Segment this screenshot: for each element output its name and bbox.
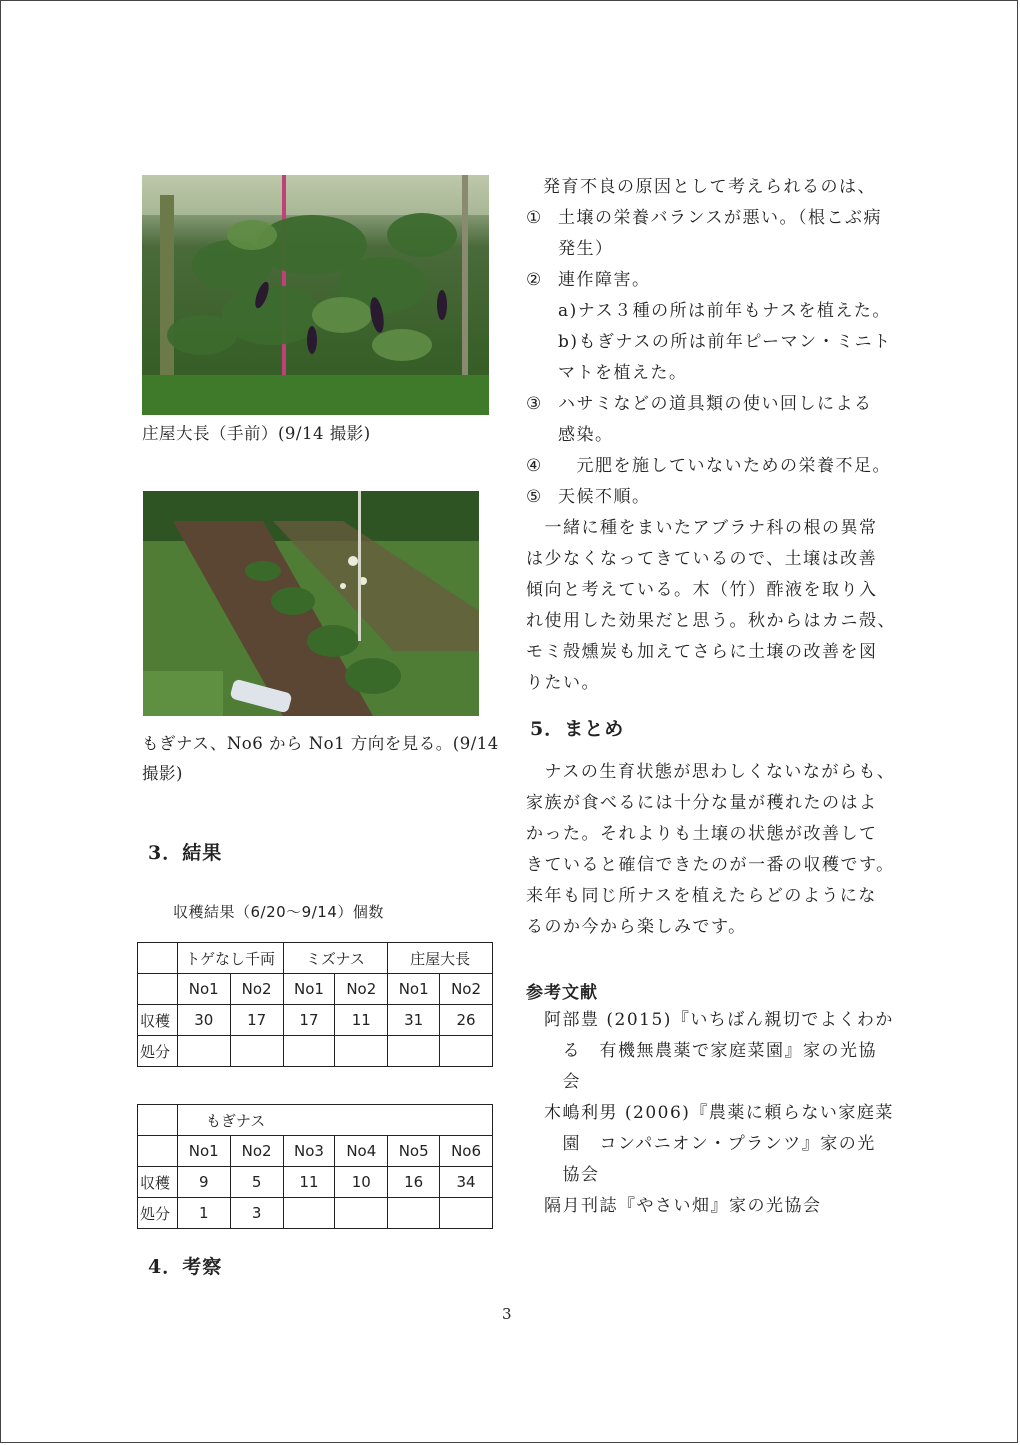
table-cell: 17 bbox=[283, 1005, 335, 1036]
table-cell: 10 bbox=[335, 1167, 388, 1198]
cause-item-2: ② 連作障害。 bbox=[526, 270, 651, 290]
table-subheader: No1 bbox=[177, 1136, 230, 1167]
table-cell bbox=[440, 1036, 493, 1067]
table-cell: 1 bbox=[177, 1198, 230, 1229]
photo1-caption: 庄屋大長（手前）(9/14 撮影) bbox=[142, 424, 371, 443]
table-group-header: ミズナス bbox=[283, 943, 388, 974]
table-subheader: No4 bbox=[335, 1136, 388, 1167]
table-subheader: No1 bbox=[177, 974, 230, 1005]
reference-line: 園 コンパニオン・プランツ』家の光 bbox=[544, 1134, 876, 1154]
cause-item-1-cont: 発生） bbox=[558, 239, 614, 259]
table-corner-cell bbox=[138, 943, 178, 974]
section3-heading: 3．結果 bbox=[148, 842, 223, 864]
table-subheader: No2 bbox=[440, 974, 493, 1005]
table-cell bbox=[283, 1198, 335, 1229]
table-row bbox=[138, 1167, 493, 1198]
harvest-table-2 bbox=[137, 1104, 493, 1229]
table-row bbox=[138, 1005, 493, 1036]
page-number: 3 bbox=[502, 1305, 512, 1323]
section4-heading: 4．考察 bbox=[148, 1256, 223, 1278]
row-label: 収穫 bbox=[138, 1005, 178, 1036]
cause-item-5: ⑤ 天候不順。 bbox=[526, 487, 651, 507]
garden-row-photo bbox=[143, 491, 479, 716]
table-subheader: No2 bbox=[230, 974, 283, 1005]
harvest-table-title: 収穫結果（6/20～9/14）個数 bbox=[173, 903, 384, 921]
reference-line: 会 bbox=[544, 1072, 581, 1092]
table-cell: 11 bbox=[335, 1005, 388, 1036]
table-subheader: No2 bbox=[335, 974, 388, 1005]
summary-line: るのか今から楽しみです。 bbox=[526, 917, 747, 937]
cause-item-4: ④ 元肥を施していないための栄養不足。 bbox=[526, 456, 891, 476]
references-list bbox=[544, 1005, 904, 1222]
reference-line: 木嶋利男 (2006)『農薬に頼らない家庭菜 bbox=[544, 1103, 894, 1123]
summary-line: きていると確信できたのが一番の収穫です。 bbox=[526, 855, 895, 875]
row-label: 処分 bbox=[138, 1198, 178, 1229]
table-cell bbox=[283, 1036, 335, 1067]
table-row bbox=[138, 1198, 493, 1229]
table-cell: 16 bbox=[388, 1167, 440, 1198]
photo2-caption-line1: もぎナス、No6 から No1 方向を見る。(9/14 bbox=[142, 734, 499, 753]
table-cell: 9 bbox=[177, 1167, 230, 1198]
summary-line: 家族が食べるには十分な量が穫れたのはよ bbox=[526, 793, 878, 813]
table-corner-cell bbox=[138, 1136, 178, 1167]
table-subheader: No2 bbox=[230, 1136, 283, 1167]
table-cell: 31 bbox=[388, 1005, 440, 1036]
section5-heading: 5．まとめ bbox=[530, 718, 625, 740]
table-subheader: No6 bbox=[440, 1136, 493, 1167]
table-cell bbox=[388, 1036, 440, 1067]
photo2-caption-line2: 撮影) bbox=[142, 764, 183, 783]
causes-list bbox=[526, 172, 896, 699]
table-cell: 17 bbox=[230, 1005, 283, 1036]
summary-text bbox=[526, 757, 896, 943]
cause-item-2b: b)もぎナスの所は前年ピーマン・ミニト bbox=[558, 332, 892, 352]
summary-line: ナスの生育状態が思わしくないながらも、 bbox=[526, 762, 896, 782]
cause-item-2b-cont: マトを植えた。 bbox=[558, 363, 688, 383]
row-label: 処分 bbox=[138, 1036, 178, 1067]
table-cell: 34 bbox=[440, 1167, 493, 1198]
paragraph-line: モミ殻燻炭も加えてさらに土壌の改善を図 bbox=[526, 642, 878, 662]
table-corner-cell bbox=[138, 1105, 178, 1136]
reference-line: 協会 bbox=[544, 1165, 600, 1185]
table-row bbox=[138, 1036, 493, 1067]
table-group-header: 庄屋大長 bbox=[388, 943, 493, 974]
table-cell: 26 bbox=[440, 1005, 493, 1036]
table-cell bbox=[440, 1198, 493, 1229]
paragraph-line: 傾向と考えている。木（竹）酢液を取り入 bbox=[526, 580, 878, 600]
table-cell bbox=[230, 1036, 283, 1067]
table-cell bbox=[335, 1198, 388, 1229]
table-cell bbox=[335, 1036, 388, 1067]
harvest-table-1 bbox=[137, 942, 493, 1067]
cause-item-2a: a)ナス３種の所は前年もナスを植えた。 bbox=[558, 301, 891, 321]
summary-line: 来年も同じ所ナスを植えたらどのようにな bbox=[526, 886, 877, 906]
summary-line: かった。それよりも土壌の状態が改善して bbox=[526, 824, 878, 844]
table-cell bbox=[177, 1036, 230, 1067]
paragraph-line: れ使用した効果だと思う。秋からはカニ殻、 bbox=[526, 611, 896, 631]
table-subheader: No1 bbox=[283, 974, 335, 1005]
table-cell: 30 bbox=[177, 1005, 230, 1036]
row-label: 収穫 bbox=[138, 1167, 178, 1198]
cause-item-3: ③ ハサミなどの道具類の使い回しによる bbox=[526, 394, 873, 414]
cause-item-1: ① 土壌の栄養バランスが悪い。（根こぶ病 bbox=[526, 208, 882, 228]
reference-line: 阿部豊 (2015)『いちばん親切でよくわか bbox=[544, 1010, 894, 1030]
paragraph-line: りたい。 bbox=[526, 673, 600, 693]
causes-intro: 発育不良の原因として考えられるのは、 bbox=[543, 177, 876, 197]
cause-item-3-cont: 感染。 bbox=[558, 425, 614, 445]
reference-line: 隔月刊誌『やさい畑』家の光協会 bbox=[544, 1196, 822, 1216]
table-group-header: トゲなし千両 bbox=[177, 943, 283, 974]
table-cell: 5 bbox=[230, 1167, 283, 1198]
table-cell: 3 bbox=[230, 1198, 283, 1229]
table-cell: 11 bbox=[283, 1167, 335, 1198]
table-subheader: No3 bbox=[283, 1136, 335, 1167]
references-heading: 参考文献 bbox=[526, 983, 598, 1003]
reference-line: る 有機無農薬で家庭菜園』家の光協 bbox=[544, 1041, 877, 1061]
table-cell bbox=[388, 1198, 440, 1229]
paragraph-line: 一緒に種をまいたアブラナ科の根の異常 bbox=[526, 518, 878, 538]
table-group-header: もぎナス bbox=[177, 1105, 492, 1136]
table-corner-cell bbox=[138, 974, 178, 1005]
table-subheader: No5 bbox=[388, 1136, 440, 1167]
eggplant-plant-photo bbox=[142, 175, 489, 415]
paragraph-line: は少なくなってきているので、土壌は改善 bbox=[526, 549, 878, 569]
table-subheader: No1 bbox=[388, 974, 440, 1005]
